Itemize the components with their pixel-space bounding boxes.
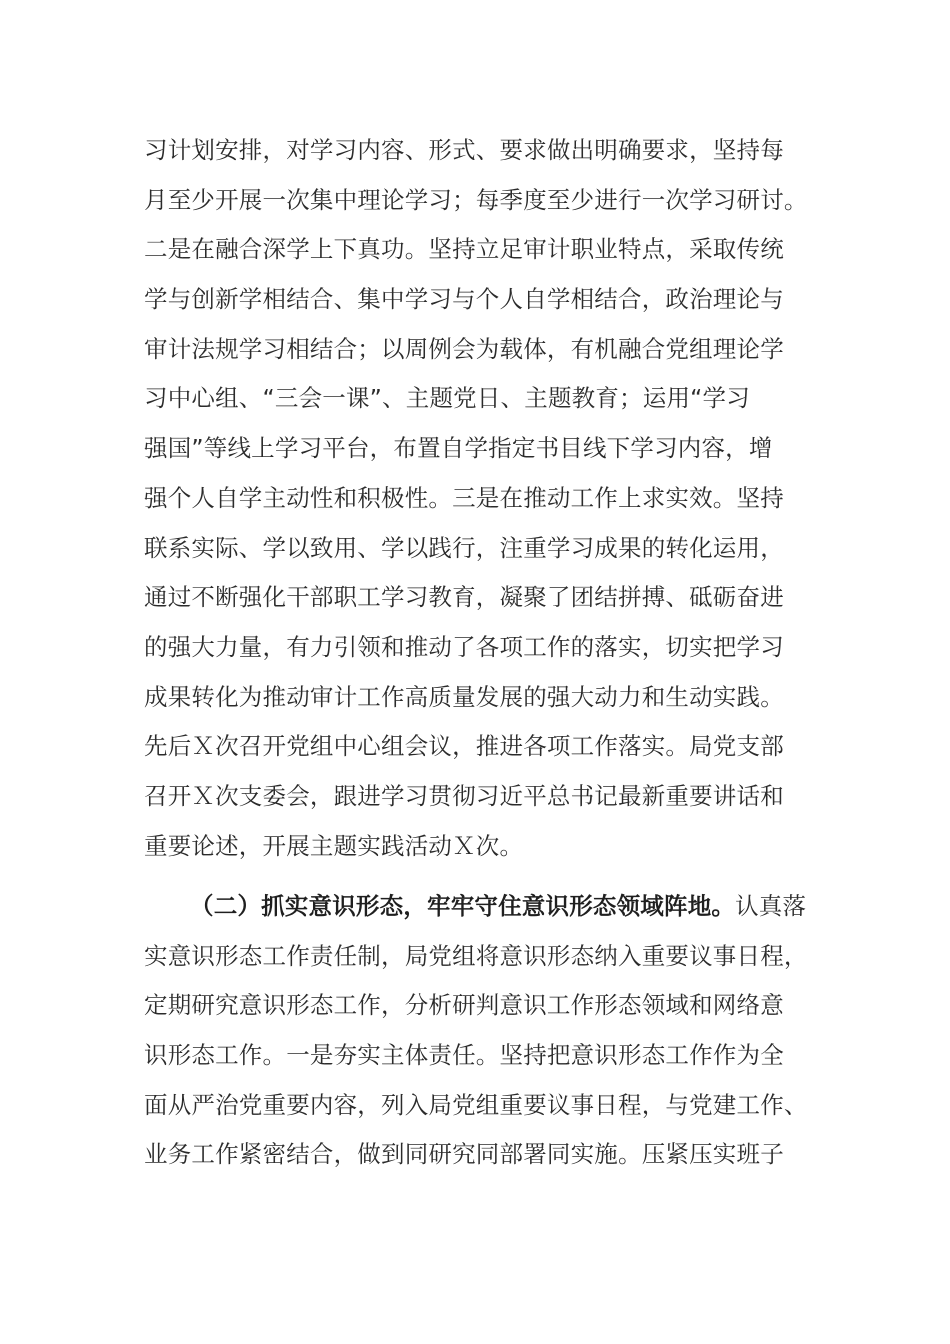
text-line: 重要论述，开展主题实践活动Ｘ次。 bbox=[144, 831, 524, 860]
text-line: 习中心组、“三会一课”、主题党日、主题教育；运用“学习 bbox=[144, 384, 750, 413]
text-line: 识形态工作。一是夯实主体责任。坚持把意识形态工作作为全 bbox=[144, 1041, 784, 1070]
text-line: 习计划安排，对学习内容、形式、要求做出明确要求，坚持每 bbox=[144, 136, 784, 164]
text-line: 先后Ｘ次召开党组中心组会议，推进各项工作落实。局党支部 bbox=[144, 732, 784, 761]
text-line: 定期研究意识形态工作，分析研判意识工作形态领域和网络意 bbox=[144, 991, 784, 1020]
text-run: 认真落 bbox=[735, 892, 807, 920]
text-line: 实意识形态工作责任制，局党组将意识形态纳入重要议事日程， bbox=[144, 941, 808, 970]
text-line: 联系实际、学以致用、学以践行，注重学习成果的转化运用， bbox=[144, 533, 784, 562]
text-line: 通过不断强化干部职工学习教育，凝聚了团结拼搏、砥砺奋进 bbox=[144, 583, 784, 612]
text-line: 审计法规学习相结合；以周例会为载体，有机融合党组理论学 bbox=[144, 334, 784, 363]
text-line: 成果转化为推动审计工作高质量发展的强大动力和生动实践。 bbox=[144, 682, 784, 711]
section-heading: （二）抓实意识形态，牢牢守住意识形态领域阵地。 bbox=[190, 892, 736, 920]
paragraph-first-line bbox=[144, 882, 824, 932]
text-line: 月至少开展一次集中理论学习；每季度至少进行一次学习研讨。 bbox=[144, 185, 808, 214]
text-line: 学与创新学相结合、集中学习与个人自学相结合，政治理论与 bbox=[144, 285, 784, 314]
text-line: 二是在融合深学上下真功。坚持立足审计职业特点，采取传统 bbox=[144, 235, 784, 264]
text-line: 业务工作紧密结合，做到同研究同部署同实施。压紧压实班子 bbox=[144, 1140, 784, 1169]
text-line: 强个人自学主动性和积极性。三是在推动工作上求实效。坚持 bbox=[144, 483, 784, 512]
text-line: 面从严治党重要内容，列入局党组重要议事日程，与党建工作、 bbox=[144, 1090, 808, 1119]
paragraph-study-work bbox=[144, 126, 824, 871]
text-line: 的强大力量，有力引领和推动了各项工作的落实，切实把学习 bbox=[144, 632, 784, 661]
text-line: 召开Ｘ次支委会，跟进学习贯彻习近平总书记最新重要讲话和 bbox=[144, 781, 784, 810]
paragraph-ideology-work bbox=[144, 882, 824, 1180]
text-line: 强国”等线上学习平台，布置自学指定书目线下学习内容，增 bbox=[144, 434, 773, 463]
